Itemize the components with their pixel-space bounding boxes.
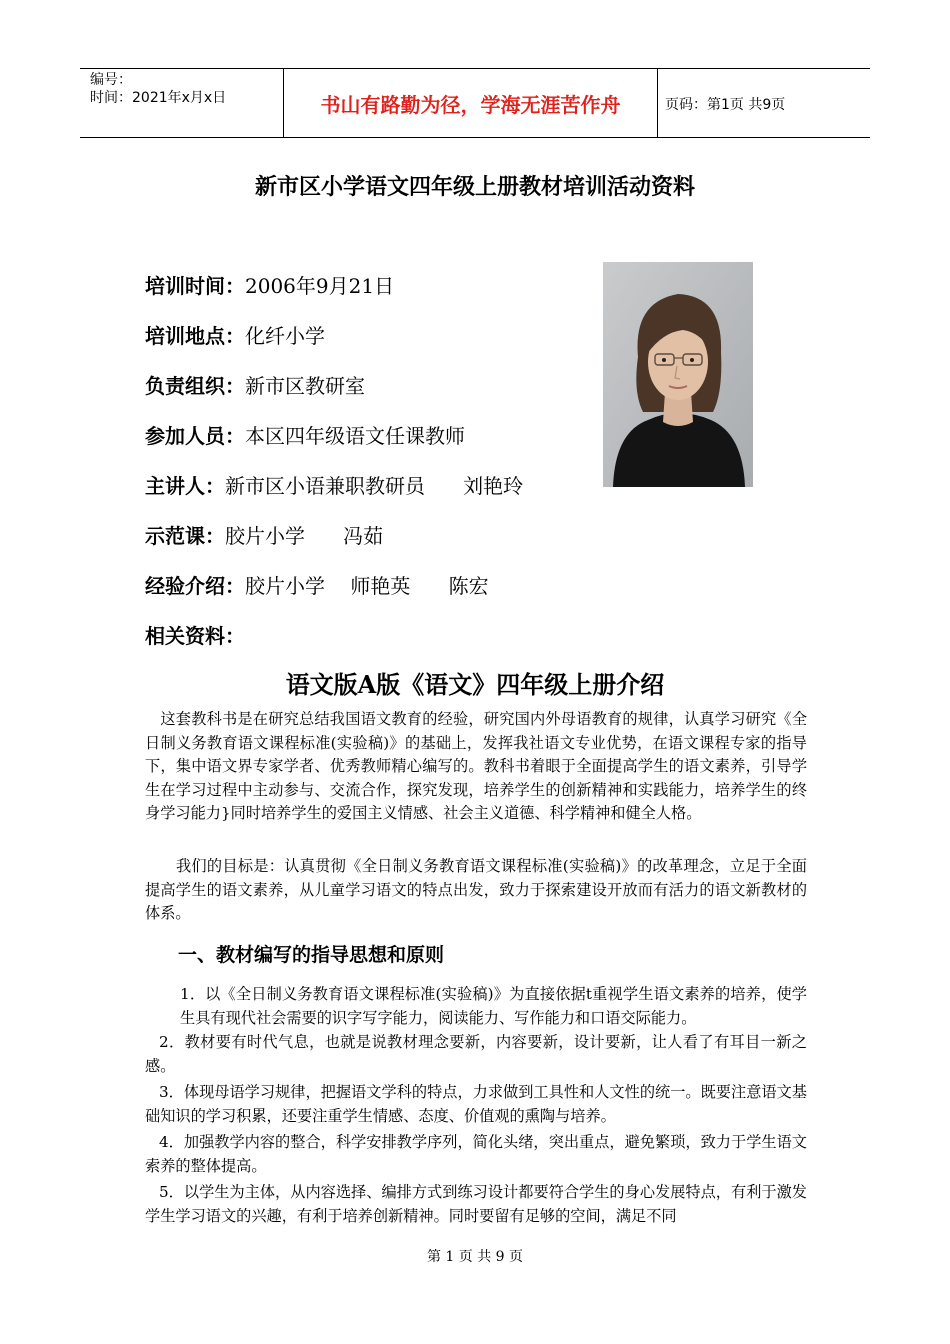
principle-item: 3．体现母语学习规律，把握语文学科的特点，力求做到工具性和人文性的统一。既要注意语文基础知识的学习积累，还要注重学生情感、态度、价值观的熏陶与培养。 (145, 1083, 807, 1125)
info-key: 培训时间： (145, 274, 245, 298)
info-key: 负责组织： (145, 374, 245, 398)
page-footer: 第 1 页 共 9 页 (426, 1249, 524, 1265)
info-key: 主讲人： (145, 474, 225, 498)
info-key: 相关资料： (145, 624, 245, 648)
number-label: 编号： (90, 72, 132, 88)
info-value: 胶片小学 师艳英 陈宏 (245, 574, 489, 598)
header-motto: 书山有路勤为径，学海无涯苦作舟 (283, 69, 658, 137)
intro-paragraph: 我们的目标是：认真贯彻《全日制义务教育语文课程标准(实验稿)》的改革理念，立足于全面提高学生的语文素养，从儿童学习语文的特点出发，致力于探索建设开放而有活力的语文新教材的体系。 (145, 857, 807, 922)
principle-item: 1．以《全日制义务教育语文课程标准(实验稿)》为直接依据t重视学生语文素养的培养，使学生具有现代社会需要的识字写字能力，阅读能力、写作能力和口语交际能力。 (180, 985, 807, 1027)
section-subtitle: 语文版A版《语文》四年级上册介绍 (285, 670, 665, 699)
info-key: 参加人员： (145, 424, 245, 448)
info-key: 经验介绍： (145, 574, 245, 598)
section-heading: 一、教材编写的指导思想和原则 (178, 944, 445, 966)
info-row-organizer (145, 370, 365, 399)
info-row-time (145, 270, 394, 299)
info-row-place (145, 320, 325, 349)
page-header (80, 68, 870, 138)
info-row-speaker (145, 470, 523, 499)
info-key: 培训地点： (145, 324, 245, 348)
principle-item: 4．加强教学内容的整合，科学安排教学序列，简化头绪，突出重点，避免繁琐，致力于学生语文索养的整体提高。 (145, 1133, 807, 1175)
principle-item: 2．教材要有时代气息，也就是说教材理念要新，内容要新，设计要新，让人看了有耳目一新之感。 (145, 1033, 807, 1075)
header-meta (80, 69, 283, 137)
info-value: 新市区小语兼职教研员 刘艳玲 (225, 474, 524, 498)
info-value: 2006年9月21日 (245, 274, 395, 298)
date-text: 时间：2021年x月x日 (90, 90, 227, 106)
info-value: 胶片小学 冯茹 (225, 524, 384, 548)
info-row-materials (145, 620, 245, 649)
document-title: 新市区小学语文四年级上册教材培训活动资料 (254, 175, 695, 200)
info-row-experience (145, 570, 489, 599)
header-page-info: 页码：第1页 共9页 (665, 97, 786, 113)
principle-item: 5．以学生为主体，从内容选择、编排方式到练习设计都要符合学生的身心发展特点，有利于激发学生学习语文的兴趣，有利于培养创新精神。同时要留有足够的空间，满足不同 (145, 1183, 807, 1225)
info-row-participants (145, 420, 465, 449)
info-value: 新市区教研室 (245, 374, 365, 398)
info-key: 示范课： (145, 524, 225, 548)
intro-paragraph: 这套教科书是在研究总结我国语文教育的经验，研究国内外母语教育的规律，认真学习研究《全日制义务教育语文课程标准(实验稿)》的基础上，发挥我社语文专业优势，在语文课程专家的指导下，集中语文界专家学者、优秀教师精心编写的。教科书着眼于全面提高学生的语文素养，引导学生在学习过程中主动参与、交流合作，探究发现，培养学生的创新精神和实践能力，培养学生的终身学习能力}同时培养学生的爱国主义情感、社会主义道德、科学精神和健全人格。 (145, 710, 807, 822)
speaker-photo (603, 262, 753, 487)
info-value: 本区四年级语文任课教师 (245, 424, 465, 448)
info-row-demo-class (145, 520, 383, 549)
portrait-image (603, 262, 753, 487)
info-value: 化纤小学 (245, 324, 325, 348)
